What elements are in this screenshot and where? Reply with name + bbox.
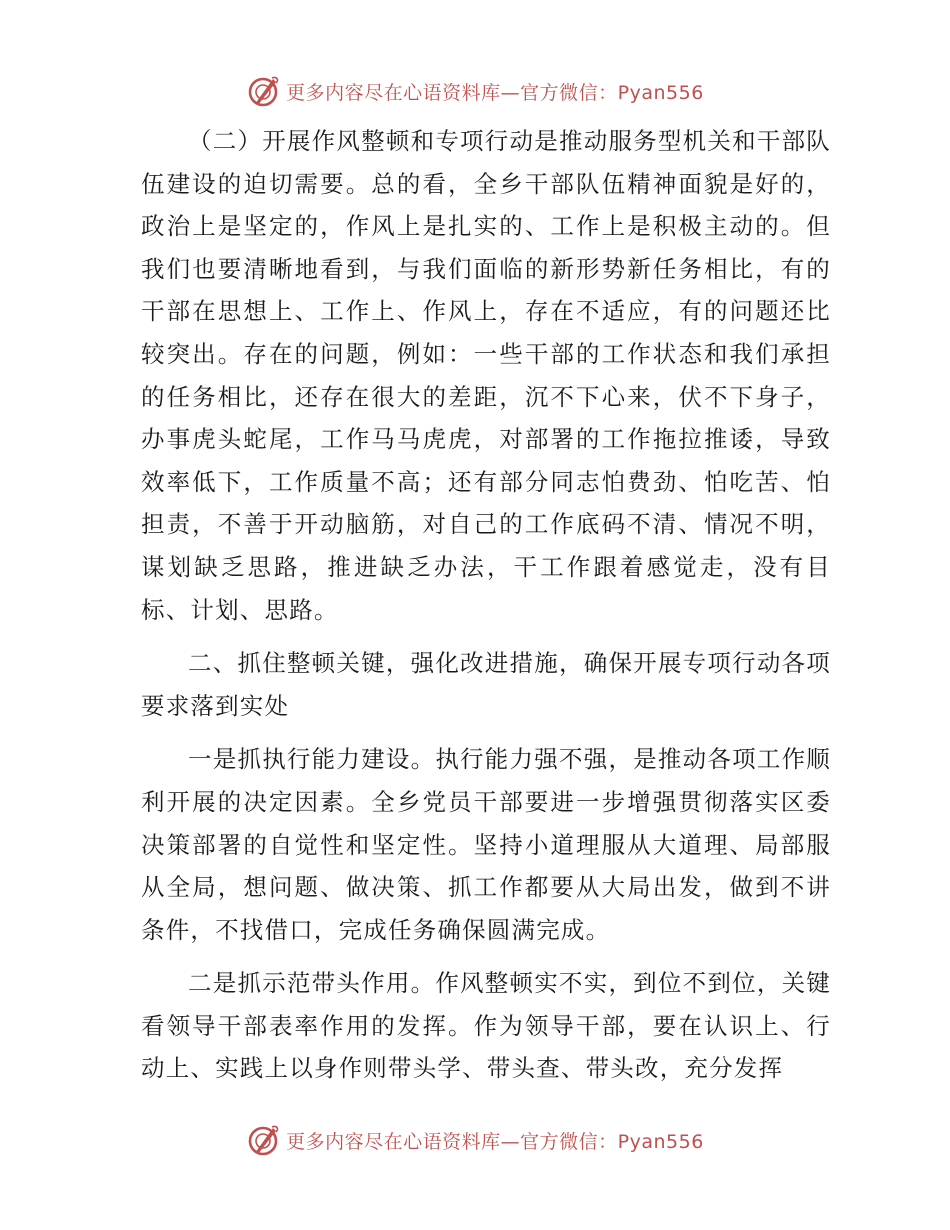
footer-banner xyxy=(0,1120,950,1160)
quill-pen-logo-icon xyxy=(246,1123,280,1157)
document-body xyxy=(141,120,831,1090)
paragraph: （二）开展作风整顿和专项行动是推动服务型机关和干部队伍建设的迫切需要。总的看，全乡干部队伍精神面貌是好的，政治上是坚定的，作风上是扎实的、工作上是积极主动的。但我们也要清晰地看到，与我们面临的新形势新任务相比，有的干部在思想上、工作上、作风上，存在不适应，有的问题还比较突出。存在的问题，例如：一些干部的工作状态和我们承担的任务相比，还存在很大的差距，沉不下心来，伏不下身子，办事虎头蛇尾，工作马马虎虎，对部署的工作拖拉推诿，导致效率低下，工作质量不高；还有部分同志怕费劲、怕吃苦、怕担责，不善于开动脑筋，对自己的工作底码不清、情况不明，谋划缺乏思路，推进缺乏办法，干工作跟着感觉走，没有目标、计划、思路。 xyxy=(141,127,831,624)
section-heading: 二、抓住整顿关键，强化改进措施，确保开展专项行动各项要求落到实处 xyxy=(141,649,831,720)
header-banner xyxy=(0,71,950,111)
header-banner-text: 更多内容尽在心语资料库—官方微信：Pyan556 xyxy=(286,81,704,104)
paragraph: 一是抓执行能力建设。执行能力强不强，是推动各项工作顺利开展的决定因素。全乡党员干部要进一步增强贯彻落实区委决策部署的自觉性和坚定性。坚持小道理服从大道理、局部服从全局，想问题、做决策、抓工作都要从大局出发，做到不讲条件，不找借口，完成任务确保圆满完成。 xyxy=(141,745,831,944)
quill-pen-logo-icon xyxy=(246,74,280,108)
footer-banner-text: 更多内容尽在心语资料库—官方微信：Pyan556 xyxy=(286,1130,704,1153)
paragraph: 二是抓示范带头作用。作风整顿实不实，到位不到位，关键看领导干部表率作用的发挥。作为领导干部，要在认识上、行动上、实践上以身作则带头学、带头查、带头改，充分发挥 xyxy=(141,969,831,1083)
